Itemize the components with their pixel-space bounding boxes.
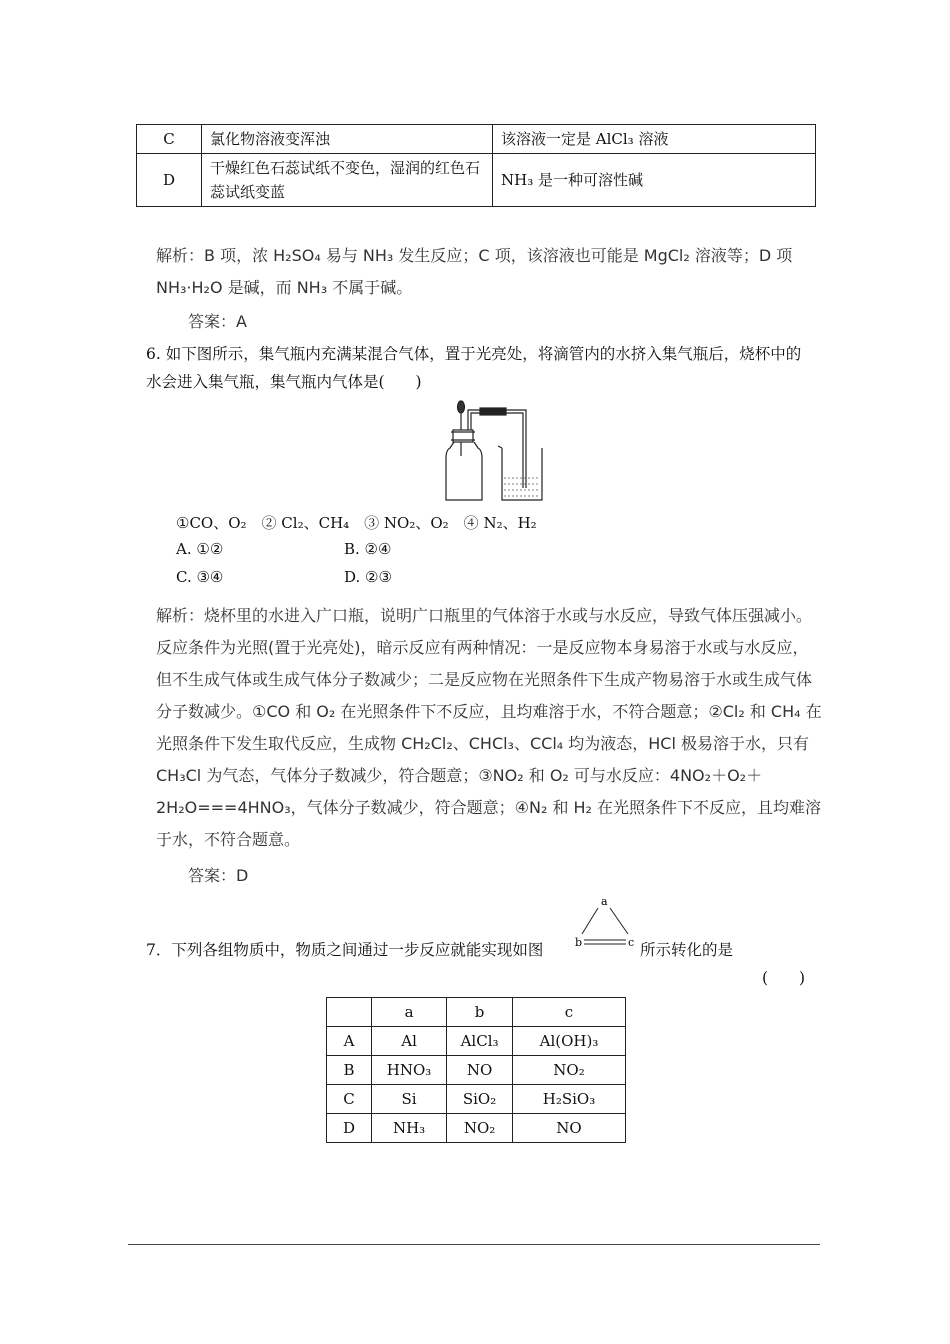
table-cell: NO₂ [447,1114,513,1143]
row-label: D [327,1114,372,1143]
q6-option-b[interactable]: B. ②④ [344,540,392,558]
row-label: B [327,1056,372,1085]
node-c: c [628,936,635,949]
table-cell: H₂SiO₃ [513,1085,626,1114]
table-cell: SiO₂ [447,1085,513,1114]
q7-question-post: 所示转化的是 [640,941,734,959]
row-label: C [137,125,202,154]
q6-option-d[interactable]: D. ②③ [344,568,392,586]
observation-cell: 干燥红色石蕊试纸不变色，湿润的红色石蕊试纸变蓝 [202,154,493,207]
q6-analysis: 解析：烧杯里的水进入广口瓶，说明广口瓶里的气体溶于水或与水反应，导致气体压强减小。反应条件为光照(置于光亮处)，暗示反应有两种情况：一是反应物本身易溶于水或与水反应，但不生成气体或生成气体分子数减少；二是反应物在光照条件下生成产物易溶于水或生成气体分子数减少。①CO 和 O₂ 在光照条件下不反应，且均难溶于水，不符合题意；②Cl₂ 和 CH₄ 在光照条件下发生取代反应，生成物 CH₂Cl₂、CHCl₃、CCl₄ 均为液态，HCl 极易溶于水，只有 CH₃Cl 为气态，气体分子数减少，符合题意；③NO₂ 和 O₂ 可与水反应：4NO₂＋O₂＋2H₂O===4HNO₃，气体分子数减少，符合题意；④N₂ 和 H₂ 在光照条件下不反应，且均难溶于水，不符合题意。 [156,606,822,849]
q5-analysis: 解析：B 项，浓 H₂SO₄ 易与 NH₃ 发生反应；C 项，该溶液也可能是 MgCl₂ 溶液等；D 项 NH₃·H₂O 是碱，而 NH₃ 不属于碱。 [156,246,793,297]
node-b: b [575,936,583,949]
observation-cell: 氯化物溶液变浑浊 [202,125,493,154]
triangle-conversion-diagram [572,894,638,954]
q6-question: 6. 如下图所示，集气瓶内充满某混合气体，置于光亮处，将滴管内的水挤入集气瓶后，烧杯中的水会进入集气瓶，集气瓶内气体是( ) [146,345,802,391]
table-row[interactable] [327,1027,626,1056]
table-cell: NO [447,1056,513,1085]
table-cell: NO [513,1114,626,1143]
row-label: D [137,154,202,207]
footer-rule [128,1244,820,1245]
header-cell: b [447,998,513,1027]
table-cell: AlCl₃ [447,1027,513,1056]
gas-bottle-apparatus-diagram [440,398,550,504]
q7-question-pre: 7．下列各组物质中，物质之间通过一步反应就能实现如图 [146,941,544,959]
table-cell: NO₂ [513,1056,626,1085]
table-row [137,154,816,207]
row-label: C [327,1085,372,1114]
header-cell: a [372,998,447,1027]
row-label: A [327,1027,372,1056]
header-cell [327,998,372,1027]
node-a: a [601,895,608,908]
q7-answer-paren: ( ) [762,969,806,987]
q6-option-a[interactable]: A. ①② [176,540,224,558]
header-cell: c [513,998,626,1027]
table-cell: HNO₃ [372,1056,447,1085]
reagent-table [136,124,816,207]
table-row[interactable] [327,1085,626,1114]
table-row[interactable] [327,1056,626,1085]
q6-option-c[interactable]: C. ③④ [176,568,224,586]
table-cell: Si [372,1085,447,1114]
q7-options-table [326,997,626,1143]
q6-choices: ①CO、O₂ ② Cl₂、CH₄ ③ NO₂、O₂ ④ N₂、H₂ [176,514,537,532]
table-cell: Al [372,1027,447,1056]
conclusion-cell: NH₃ 是一种可溶性碱 [493,154,816,207]
conclusion-cell: 该溶液一定是 AlCl₃ 溶液 [493,125,816,154]
q5-answer: 答案：A [188,312,247,331]
table-cell: NH₃ [372,1114,447,1143]
table-row [137,125,816,154]
q6-answer: 答案：D [188,866,249,885]
table-row[interactable] [327,1114,626,1143]
table-header-row [327,998,626,1027]
table-cell: Al(OH)₃ [513,1027,626,1056]
